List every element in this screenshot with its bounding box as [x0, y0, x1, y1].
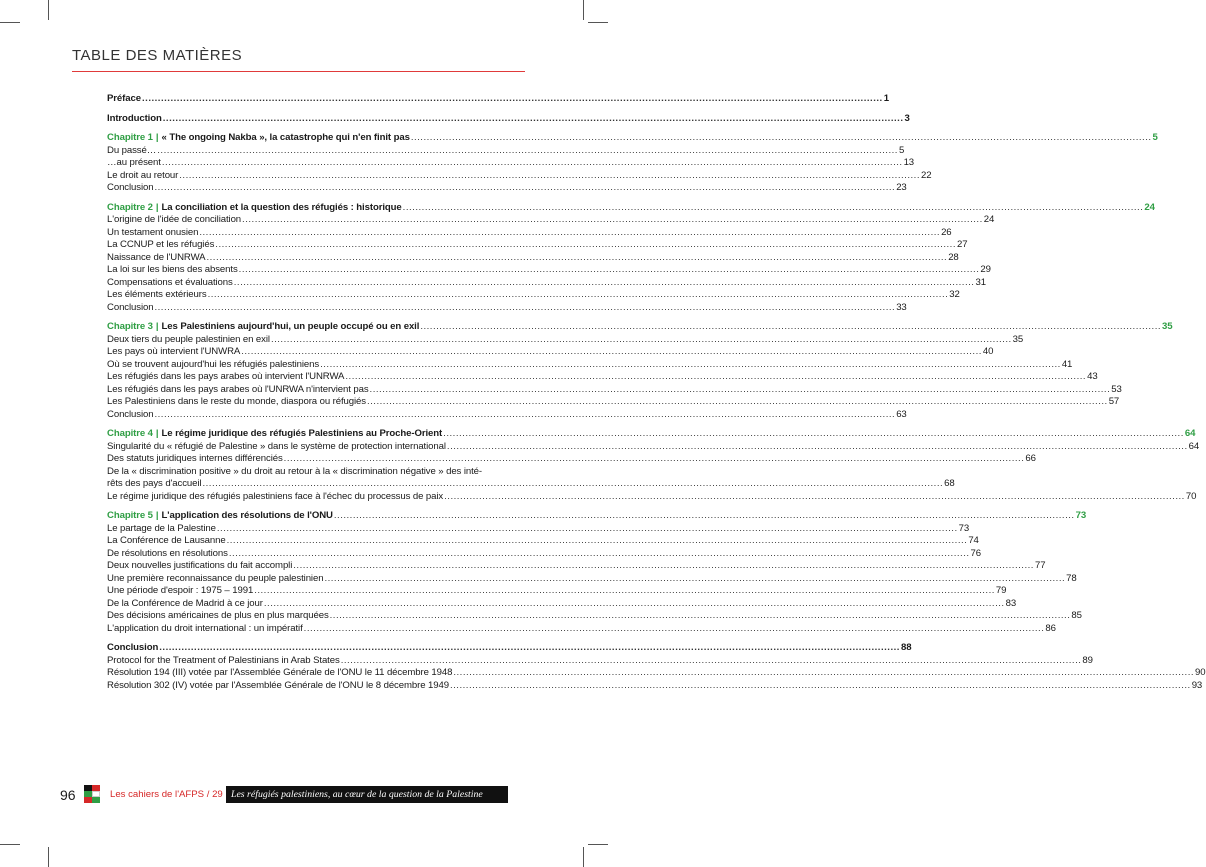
toc-entry[interactable] — [107, 264, 991, 277]
chapter-heading-text — [107, 428, 442, 441]
chapter-heading[interactable] — [107, 321, 1173, 334]
chapter-page: 5 — [1152, 132, 1158, 143]
toc-entry-title: Du passé… — [107, 144, 157, 156]
dot-leader — [241, 346, 982, 359]
dot-leader — [227, 535, 968, 548]
toc-entry-title: Des décisions américaines de plus en plus marquées — [107, 610, 329, 621]
chapter-page: 35 — [1162, 321, 1173, 332]
toc-entry[interactable] — [107, 289, 960, 302]
page-title: TABLE DES MATIÈRES — [72, 47, 243, 64]
dot-leader — [324, 573, 1065, 586]
toc-entry[interactable] — [107, 358, 1073, 372]
toc-entry-title: Le droit au retour — [107, 169, 179, 181]
dot-leader — [370, 384, 1111, 397]
toc-entry[interactable] — [107, 490, 1197, 504]
dot-leader — [199, 227, 940, 240]
chapter-label: Chapitre 3 — [107, 321, 153, 332]
dot-leader — [320, 359, 1061, 372]
toc-entry[interactable] — [107, 535, 979, 548]
toc-entry-title: Conclusion — [107, 642, 159, 653]
dot-leader — [239, 264, 980, 277]
toc-entry-page: 40 — [982, 346, 994, 357]
toc-entry-title: Où se trouvent aujourd'hui les réfugiés palestiniens — [107, 358, 320, 370]
crop-mark — [583, 847, 584, 867]
chapter-label: Chapitre 2 — [107, 201, 153, 213]
toc-entry-page: 85 — [1071, 610, 1082, 621]
chapter-heading-text — [107, 132, 410, 145]
chapter-label: Chapitre 1 — [107, 132, 153, 143]
toc-entry-title: Une première reconnaissance du peuple palestinien — [107, 572, 324, 584]
toc-entry[interactable] — [107, 333, 1024, 347]
dot-leader — [208, 289, 949, 302]
toc-entry-page: 23 — [896, 182, 907, 193]
dot-leader — [453, 667, 1194, 680]
chapter-heading-text — [107, 510, 333, 523]
toc-entry[interactable] — [107, 182, 907, 195]
dot-leader — [334, 510, 1075, 523]
chapter-page: 73 — [1075, 510, 1087, 521]
dot-leader — [157, 145, 898, 158]
dot-leader — [367, 396, 1108, 409]
toc-entry-title: Les réfugiés dans les pays arabes où l'UNRWA n'intervient pas — [107, 383, 369, 395]
toc-entry-page: 31 — [975, 276, 986, 288]
toc-entry-title: De la Conférence de Madrid à ce jour — [107, 597, 263, 609]
dot-leader — [202, 478, 943, 491]
chapter-title: La conciliation et la question des réfugiés : historique — [161, 201, 402, 213]
chapters-list — [107, 132, 1200, 642]
crop-mark — [48, 847, 49, 867]
toc-entry-page: 57 — [1108, 396, 1120, 407]
toc-entry-title: Les Palestiniens dans le reste du monde, diaspora ou réfugiés — [107, 396, 366, 407]
toc-entry-title: …au présent — [107, 157, 161, 168]
toc-entry-introduction[interactable] — [107, 112, 910, 126]
dot-leader — [179, 170, 920, 183]
toc-entry-page: 41 — [1061, 358, 1073, 370]
toc-entry[interactable] — [107, 226, 952, 240]
toc-entry[interactable] — [107, 214, 995, 227]
dot-leader — [411, 132, 1152, 145]
dot-leader — [217, 523, 958, 536]
toc-entry-title: Naissance de l'UNRWA — [107, 251, 206, 263]
dot-leader — [159, 642, 900, 655]
toc-entry-title: Conclusion — [107, 182, 154, 193]
toc-entry-page: 5 — [898, 144, 905, 156]
crop-mark — [583, 0, 584, 20]
toc-entry[interactable] — [107, 572, 1077, 586]
dot-leader — [444, 491, 1185, 504]
toc-entry[interactable] — [107, 440, 1200, 454]
crop-mark — [0, 22, 20, 23]
toc-entry-page: 79 — [995, 585, 1007, 596]
toc-entry-page: 1 — [883, 93, 889, 104]
toc-entry-page: 26 — [941, 226, 952, 238]
toc-entry-page: 89 — [1082, 654, 1093, 666]
toc-entry[interactable] — [107, 346, 994, 359]
chapter-page: 24 — [1144, 201, 1155, 213]
toc-entry-title: Les éléments extérieurs — [107, 289, 207, 300]
toc-entry-page: 64 — [1188, 440, 1200, 452]
chapter-heading-text — [107, 321, 419, 334]
toc-entry-annex[interactable] — [107, 667, 1206, 680]
dot-leader — [229, 548, 970, 561]
toc-entry[interactable] — [107, 547, 982, 561]
toc-entry-page: 43 — [1087, 371, 1098, 382]
dot-leader — [443, 428, 1184, 441]
chapter-heading[interactable] — [107, 201, 1155, 215]
toc-entry-title: Un testament onusien — [107, 226, 199, 238]
dot-leader — [420, 321, 1161, 334]
dot-leader — [345, 371, 1086, 384]
dot-leader — [234, 277, 975, 290]
chapter-separator: | — [155, 321, 159, 332]
toc-entry-page: 90 — [1195, 667, 1206, 678]
toc-entry[interactable] — [107, 585, 1007, 598]
dot-leader — [163, 113, 904, 126]
dot-leader — [447, 441, 1188, 454]
annexes-list — [107, 654, 1206, 693]
toc-entry[interactable] — [107, 301, 907, 315]
toc-entry[interactable] — [107, 157, 915, 170]
toc-entry-page: 66 — [1025, 453, 1036, 464]
dot-leader — [242, 214, 983, 227]
afps-logo-icon — [84, 785, 100, 803]
toc-entry[interactable] — [107, 597, 1017, 611]
toc-entry[interactable] — [107, 560, 1046, 573]
toc-entry[interactable] — [107, 622, 1056, 636]
toc-entry-title: Préface — [107, 93, 141, 104]
toc-entry-title: La loi sur les biens des absents — [107, 264, 238, 275]
toc-entry-page: 3 — [904, 112, 910, 124]
page-footer — [0, 783, 608, 807]
toc-entry-page: 70 — [1185, 490, 1197, 502]
toc-entry-page: 27 — [957, 239, 968, 250]
chapter-heading[interactable] — [107, 132, 1158, 145]
dot-leader — [271, 334, 1012, 347]
toc-entry-page: 13 — [903, 157, 915, 168]
table-of-contents — [107, 93, 1206, 692]
book-title: Les réfugiés palestiniens, au cœur de la question de la Palestine — [226, 786, 508, 803]
toc-entry-title: Conclusion — [107, 408, 154, 420]
toc-entry-title: Les réfugiés dans les pays arabes où intervient l'UNRWA — [107, 371, 345, 382]
dot-leader — [154, 302, 895, 315]
chapter-separator: | — [155, 428, 159, 439]
crop-mark — [588, 22, 608, 23]
dot-leader — [254, 585, 995, 598]
toc-entry-title: Une période d'espoir : 1975 – 1991 — [107, 585, 254, 596]
chapter-heading[interactable] — [107, 510, 1087, 523]
chapter-page: 64 — [1184, 428, 1196, 439]
chapter-title: Les Palestiniens aujourd'hui, un peuple occupé ou en exil — [161, 321, 420, 332]
toc-entry[interactable] — [107, 251, 959, 265]
toc-entry-annex[interactable] — [107, 654, 1093, 668]
toc-entry-title: Le partage de la Palestine — [107, 522, 216, 534]
crop-mark — [588, 844, 608, 845]
dot-leader — [450, 680, 1191, 693]
chapter-label: Chapitre 5 — [107, 510, 153, 521]
toc-entry[interactable] — [107, 478, 955, 491]
toc-entry-title: Deux tiers du peuple palestinien en exil — [107, 333, 270, 345]
chapter-separator: | — [155, 201, 159, 213]
toc-entry-title: Conclusion — [107, 301, 154, 313]
dot-leader — [142, 93, 883, 106]
toc-entry[interactable] — [107, 371, 1098, 384]
toc-entry-page: 63 — [896, 408, 907, 420]
toc-entry-title: La CCNUP et les réfugiés — [107, 239, 215, 250]
toc-entry[interactable] — [107, 610, 1082, 623]
toc-entry-page: 74 — [968, 535, 979, 546]
toc-entry-page: 32 — [949, 289, 960, 300]
heading-divider — [72, 71, 525, 72]
chapter-separator: | — [155, 132, 159, 143]
toc-entry-page: 78 — [1066, 572, 1077, 584]
dot-leader — [341, 655, 1082, 668]
dot-leader — [206, 252, 947, 265]
chapter-title: L'application des résolutions de l'ONU — [161, 510, 333, 521]
toc-entry-title: De résolutions en résolutions — [107, 547, 228, 559]
toc-entry[interactable] — [107, 144, 905, 158]
toc-entry-page: 83 — [1005, 597, 1017, 609]
dot-leader — [162, 157, 903, 170]
toc-entry[interactable] — [107, 522, 970, 536]
toc-entry[interactable] — [107, 169, 932, 183]
toc-entry-page: 24 — [983, 214, 995, 225]
toc-entry-page: 76 — [970, 547, 982, 559]
toc-entry-title: Résolution 302 (IV) votée par l'Assemblée Générale de l'ONU le 8 décembre 1949 — [107, 679, 449, 691]
dot-leader — [293, 560, 1034, 573]
dot-leader — [264, 598, 1005, 611]
toc-entry-page: 35 — [1012, 333, 1024, 345]
toc-entry-preface[interactable] — [107, 93, 889, 106]
chapter-title: Le régime juridique des réfugiés Palestiniens au Proche-Orient — [161, 428, 443, 439]
dot-leader — [403, 202, 1144, 215]
toc-entry-title: La Conférence de Lausanne — [107, 535, 226, 546]
chapter-label: Chapitre 4 — [107, 428, 153, 439]
toc-entry[interactable] — [107, 383, 1122, 397]
toc-entry-title: Introduction — [107, 112, 162, 124]
toc-entry-wrapped-line[interactable]: De la « discrimination positive » du droit au retour à la « discrimination négative » des inté- — [107, 465, 482, 477]
toc-entry-page: 88 — [900, 642, 912, 653]
toc-entry-title: rêts des pays d'accueil — [107, 478, 202, 489]
toc-entry[interactable] — [107, 408, 907, 422]
dot-leader — [154, 182, 895, 195]
dot-leader — [330, 610, 1071, 623]
page-number: 96 — [60, 787, 76, 803]
toc-entry-title: Le régime juridique des réfugiés palestiniens face à l'échec du processus de paix — [107, 490, 444, 502]
toc-entry-page: 53 — [1111, 383, 1122, 395]
dot-leader — [154, 409, 895, 422]
toc-entry-title: Protocol for the Treatment of Palestinians in Arab States — [107, 654, 340, 666]
dot-leader — [304, 623, 1045, 636]
chapter-title: « The ongoing Nakba », la catastrophe qui n'en finit pas — [161, 132, 410, 143]
toc-entry-annex[interactable] — [107, 679, 1203, 693]
series-label: Les cahiers de l'AFPS / 29 — [110, 789, 223, 800]
toc-entry[interactable] — [107, 239, 968, 252]
crop-mark — [0, 844, 20, 845]
toc-entry-page: 77 — [1034, 560, 1046, 571]
toc-entry-page: 73 — [958, 522, 970, 534]
toc-entry-page: 68 — [944, 478, 955, 489]
toc-entry-title: Deux nouvelles justifications du fait accompli — [107, 560, 293, 571]
toc-entry-conclusion[interactable] — [107, 642, 912, 655]
toc-entry-page: 93 — [1191, 679, 1203, 691]
toc-entry-title: L'origine de l'idée de conciliation — [107, 214, 242, 225]
toc-entry-page: 33 — [896, 301, 907, 313]
toc-entry-title: L'application du droit international : un impératif — [107, 622, 303, 634]
toc-entry[interactable] — [107, 396, 1120, 409]
chapter-separator: | — [155, 510, 159, 521]
toc-entry[interactable] — [107, 453, 1036, 466]
chapter-heading[interactable] — [107, 428, 1196, 441]
toc-entry-page: 22 — [920, 169, 932, 181]
crop-mark — [48, 0, 49, 20]
toc-entry-title: Résolution 194 (III) votée par l'Assemblée Générale de l'ONU le 11 décembre 1948 — [107, 667, 453, 678]
toc-entry-page: 86 — [1045, 622, 1056, 634]
toc-entry-title: Les pays où intervient l'UNWRA — [107, 346, 241, 357]
toc-entry-page: 29 — [980, 264, 991, 275]
toc-entry-title: Des statuts juridiques internes différenciés — [107, 453, 283, 464]
toc-entry-title: Singularité du « réfugié de Palestine » dans le système de protection international — [107, 440, 446, 452]
dot-leader — [215, 239, 956, 252]
chapter-heading-text — [107, 202, 402, 215]
dot-leader — [284, 453, 1025, 466]
toc-entry-title: Compensations et évaluations — [107, 276, 233, 288]
toc-entry-page: 28 — [948, 251, 959, 263]
toc-entry[interactable] — [107, 276, 986, 290]
